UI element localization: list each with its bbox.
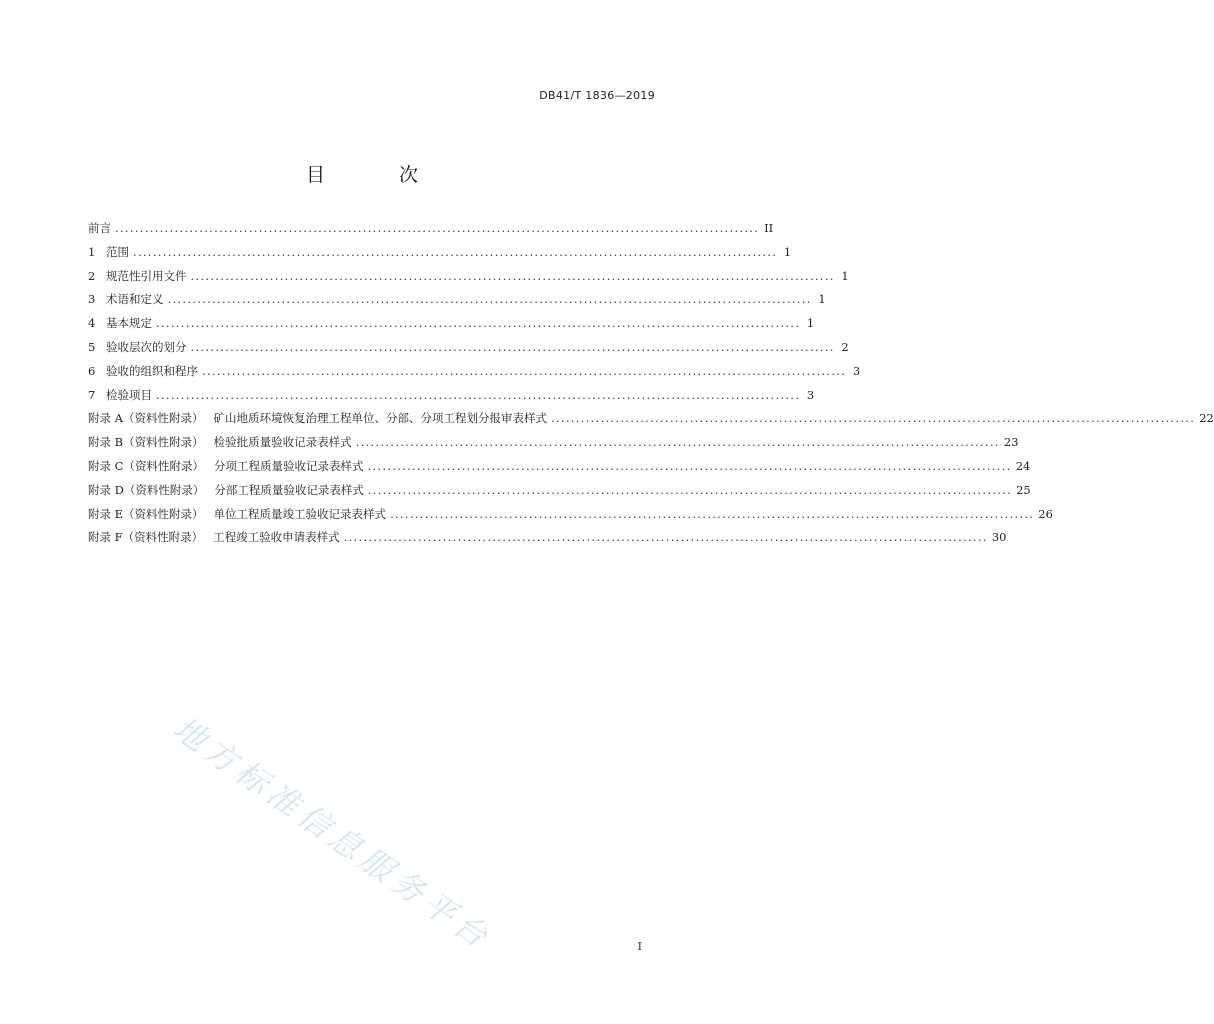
toc-entry-page: 30 xyxy=(991,530,1007,545)
toc-entry-page: 23 xyxy=(1003,435,1019,450)
toc-entry-number: 1 xyxy=(88,244,96,259)
toc-leader-dots: .................................................................................................................................. xyxy=(133,244,778,259)
toc-appendix-label: 附录 A（资料性附录） xyxy=(88,411,204,426)
toc-entry-page: 1 xyxy=(818,292,826,307)
toc-leader-dots: .................................................................................................................................. xyxy=(550,411,1196,426)
toc-entry[interactable] xyxy=(88,312,815,336)
toc-entry-text: 检验批质量验收记录表样式 xyxy=(213,435,352,450)
toc-leader-dots: .................................................................................................................................. xyxy=(202,363,847,378)
toc-entry-text: 分部工程质量验收记录表样式 xyxy=(214,482,364,497)
page-title: 目 次 xyxy=(305,164,453,186)
toc-entry[interactable] xyxy=(88,336,849,360)
toc-leader-dots: .................................................................................................................................. xyxy=(355,435,1000,450)
toc-entry-number: 7 xyxy=(88,387,96,402)
toc-leader-dots: .................................................................................................................................. xyxy=(156,316,801,331)
toc-entry-number: 5 xyxy=(88,339,96,354)
toc-leader-dots: .................................................................................................................................. xyxy=(367,482,1013,497)
toc-appendix-entry[interactable] xyxy=(88,526,1007,550)
toc-entry-text: 工程竣工验收申请表样式 xyxy=(213,530,340,545)
toc-appendix-label: 附录 E（资料性附录） xyxy=(88,506,204,521)
toc-appendix-entry[interactable] xyxy=(88,455,1031,479)
toc-entry-page: 3 xyxy=(806,387,815,402)
toc-leader-dots: .................................................................................................................................. xyxy=(367,458,1012,473)
toc-leader-dots: .................................................................................................................................. xyxy=(390,506,1035,521)
toc-entry-page: 2 xyxy=(841,339,849,354)
watermark: 地方标准信息服务平台 xyxy=(165,709,500,959)
toc-appendix-label: 附录 D（资料性附录） xyxy=(88,482,205,497)
toc-entry-number: 2 xyxy=(88,268,96,283)
toc-entry-page: 25 xyxy=(1016,482,1031,497)
toc-entry-text: 前言 xyxy=(88,221,111,235)
toc-entry-text: 矿山地质环境恢复治理工程单位、分部、分项工程划分报审表样式 xyxy=(213,411,547,426)
toc-entry[interactable] xyxy=(88,288,826,312)
toc-leader-dots: .................................................................................................................................. xyxy=(115,221,760,235)
toc-leader-dots: .................................................................................................................................. xyxy=(190,339,835,354)
toc-appendix-entry[interactable] xyxy=(88,503,1053,527)
toc-entry-page: 22 xyxy=(1199,411,1214,426)
table-of-contents xyxy=(88,217,1214,550)
page-number: I xyxy=(637,940,642,953)
toc-entry-text: 基本规定 xyxy=(106,316,152,331)
toc-appendix-label: 附录 C（资料性附录） xyxy=(88,458,204,473)
toc-entry-page: 26 xyxy=(1038,506,1053,521)
toc-entry-page: 1 xyxy=(783,244,792,259)
toc-entry-text: 规范性引用文件 xyxy=(106,268,187,283)
toc-leader-dots: .................................................................................................................................. xyxy=(167,292,812,307)
toc-entry-page: 1 xyxy=(841,268,849,283)
toc-appendix-label: 附录 B（资料性附录） xyxy=(88,435,204,450)
toc-entry-number: 3 xyxy=(88,292,96,307)
toc-entry-text: 范围 xyxy=(106,244,129,259)
toc-appendix-label: 附录 F（资料性附录） xyxy=(88,530,204,545)
toc-entry-text: 检验项目 xyxy=(106,387,152,402)
toc-appendix-entry[interactable] xyxy=(88,407,1214,431)
toc-entry-text: 分项工程质量验收记录表样式 xyxy=(213,458,364,473)
toc-entry-number: 6 xyxy=(88,363,96,378)
toc-entry[interactable] xyxy=(88,360,861,384)
toc-entry-text: 术语和定义 xyxy=(106,292,164,307)
toc-entry-text: 验收层次的划分 xyxy=(106,339,187,354)
toc-entry-text: 验收的组织和程序 xyxy=(106,363,198,378)
toc-entry[interactable] xyxy=(88,241,792,265)
toc-leader-dots: .................................................................................................................................. xyxy=(156,387,801,402)
toc-entry-page: 24 xyxy=(1015,458,1031,473)
toc-appendix-entry[interactable] xyxy=(88,479,1031,503)
toc-leader-dots: .................................................................................................................................. xyxy=(190,268,835,283)
toc-entry-number: 4 xyxy=(88,316,96,331)
toc-entry[interactable] xyxy=(88,265,849,289)
document-code: DB41/T 1836—2019 xyxy=(539,89,655,102)
toc-leader-dots: .................................................................................................................................. xyxy=(343,530,988,545)
toc-entry[interactable] xyxy=(88,384,815,408)
toc-entry-page: 1 xyxy=(806,316,815,331)
toc-appendix-entry[interactable] xyxy=(88,431,1019,455)
toc-entry-page: II xyxy=(764,221,774,235)
toc-entry[interactable] xyxy=(88,217,774,241)
toc-entry-page: 3 xyxy=(852,363,861,378)
toc-entry-text: 单位工程质量竣工验收记录表样式 xyxy=(213,506,387,521)
